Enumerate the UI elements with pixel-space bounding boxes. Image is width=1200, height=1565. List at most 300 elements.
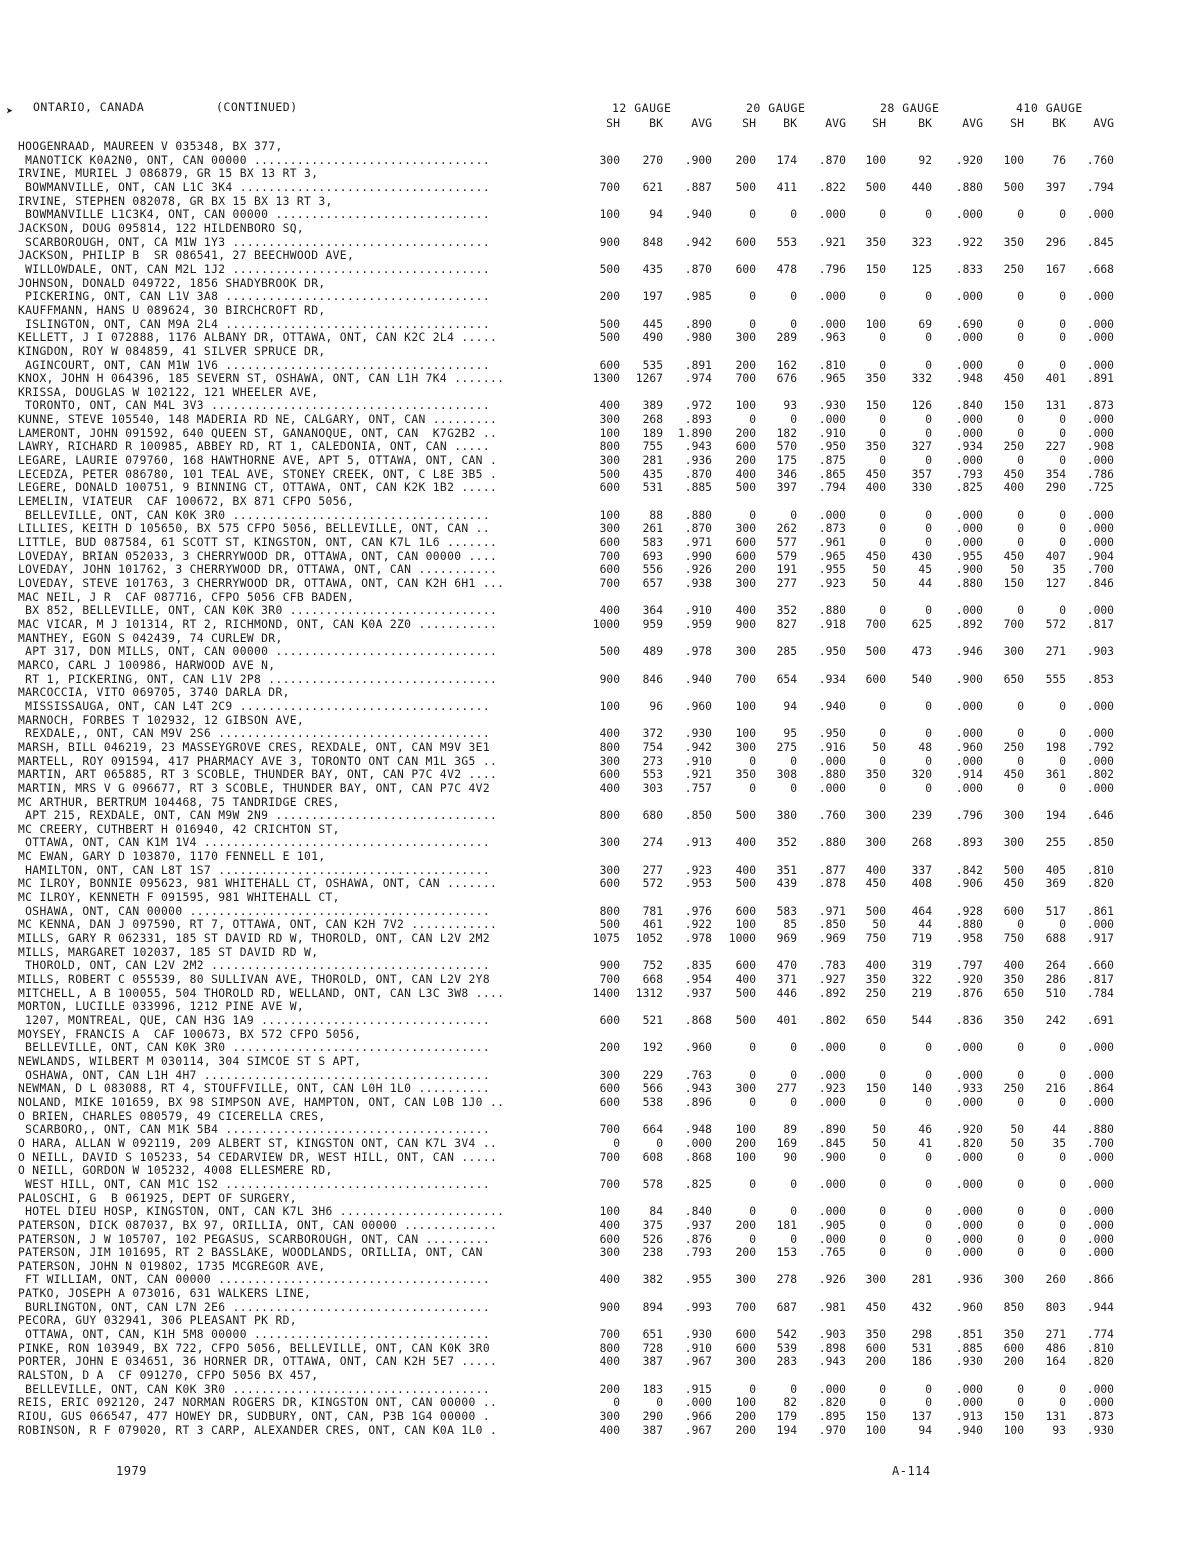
- score-cell: 0: [879, 426, 886, 440]
- score-cell: 300: [599, 522, 620, 536]
- footer-year: 1979: [116, 1464, 147, 1478]
- score-cell: .965: [818, 549, 846, 563]
- score-cell: 827: [776, 617, 797, 631]
- score-cell: .922: [684, 918, 712, 932]
- score-cell: .000: [955, 413, 983, 427]
- score-cell: 900: [599, 959, 620, 973]
- region-heading: ONTARIO, CANADA: [33, 100, 145, 114]
- score-cell: .904: [1086, 549, 1114, 563]
- score-cell: .978: [684, 932, 712, 946]
- score-cell: 0: [925, 522, 932, 536]
- score-cell: .955: [955, 549, 983, 563]
- score-cell: 450: [1003, 768, 1024, 782]
- score-cell: 183: [642, 1382, 663, 1396]
- score-cell: 1000: [728, 932, 756, 946]
- score-cell: 0: [879, 536, 886, 550]
- score-cell: .868: [684, 1150, 712, 1164]
- score-cell: .887: [684, 180, 712, 194]
- score-cell: 700: [599, 549, 620, 563]
- score-cell: .783: [818, 959, 846, 973]
- column-header: AVG: [691, 116, 712, 130]
- score-cell: .954: [684, 973, 712, 987]
- score-cell: 440: [911, 180, 932, 194]
- table-row-name-line: [0, 140, 1200, 154]
- score-cell: .978: [684, 645, 712, 659]
- score-cell: 194: [1045, 809, 1066, 823]
- row-text: JOHNSON, DONALD 049722, 1856 SHADYBROOK DR,: [18, 276, 326, 290]
- score-cell: 0: [925, 290, 932, 304]
- score-cell: 150: [1003, 399, 1024, 413]
- score-cell: 268: [642, 413, 663, 427]
- score-cell: 46: [918, 1123, 932, 1137]
- score-cell: .000: [1086, 331, 1114, 345]
- score-cell: .913: [684, 836, 712, 850]
- score-cell: .765: [818, 1246, 846, 1260]
- score-cell: 470: [776, 959, 797, 973]
- score-cell: .850: [1086, 836, 1114, 850]
- score-cell: 0: [925, 1150, 932, 1164]
- score-cell: 0: [1017, 727, 1024, 741]
- score-cell: .960: [684, 699, 712, 713]
- score-cell: 0: [790, 413, 797, 427]
- table-row-name-line: [0, 1164, 1200, 1178]
- row-text: HOOGENRAAD, MAUREEN V 035348, BX 377,: [18, 140, 283, 153]
- score-cell: 0: [925, 1396, 932, 1410]
- score-cell: .000: [1086, 1150, 1114, 1164]
- score-cell: 600: [735, 1328, 756, 1342]
- score-cell: .948: [955, 372, 983, 386]
- score-cell: 300: [599, 863, 620, 877]
- table-row: [0, 864, 1200, 878]
- score-cell: .000: [1086, 1218, 1114, 1232]
- column-header: SH: [606, 116, 620, 130]
- row-text: MARTIN, MRS V G 096677, RT 3 SCOBLE, THUNDER BAY, ONT, CAN P7C 4V2: [18, 781, 490, 795]
- table-row: [0, 987, 1200, 1001]
- table-row: [0, 1096, 1200, 1110]
- row-text: PALOSCHI, G B 061925, DEPT OF SURGERY,: [18, 1191, 297, 1205]
- table-row: [0, 727, 1200, 741]
- score-cell: .910: [684, 604, 712, 618]
- score-cell: .923: [818, 577, 846, 590]
- score-cell: 357: [911, 467, 932, 481]
- score-cell: 125: [911, 262, 932, 276]
- table-row-name-line: [0, 1028, 1200, 1042]
- row-text: WILLOWDALE, ONT, CAN M2L 1J2 ....................................: [18, 262, 490, 276]
- table-row: [0, 1355, 1200, 1369]
- score-cell: 0: [1017, 1218, 1024, 1232]
- score-cell: .000: [955, 1232, 983, 1246]
- score-cell: 150: [1003, 1410, 1024, 1424]
- score-cell: .000: [1086, 1382, 1114, 1396]
- score-cell: 300: [735, 331, 756, 345]
- score-cell: 432: [911, 1300, 932, 1314]
- score-cell: 0: [1059, 1218, 1066, 1232]
- score-cell: .851: [955, 1328, 983, 1342]
- score-cell: .000: [818, 754, 846, 768]
- score-cell: 600: [599, 358, 620, 372]
- score-cell: 350: [1003, 235, 1024, 249]
- row-text: BELLEVILLE, ONT, CAN K0K 3R0 ....................................: [18, 508, 490, 522]
- score-cell: 387: [642, 1423, 663, 1437]
- score-cell: 255: [1045, 836, 1066, 850]
- score-cell: 238: [642, 1246, 663, 1260]
- score-cell: .646: [1086, 809, 1114, 823]
- score-cell: 0: [879, 1205, 886, 1219]
- score-cell: 461: [642, 918, 663, 932]
- table-row: [0, 755, 1200, 769]
- score-cell: .000: [1086, 699, 1114, 713]
- row-text: PATKO, JOSEPH A 073016, 631 WALKERS LINE,: [18, 1287, 312, 1301]
- score-cell: .000: [955, 508, 983, 522]
- score-cell: .946: [955, 645, 983, 659]
- table-row: [0, 836, 1200, 850]
- score-cell: .000: [955, 290, 983, 304]
- score-cell: 600: [735, 904, 756, 918]
- score-cell: .810: [1086, 863, 1114, 877]
- score-cell: 0: [790, 1232, 797, 1246]
- score-cell: .774: [1086, 1328, 1114, 1342]
- table-row: [0, 918, 1200, 932]
- score-cell: 400: [865, 863, 886, 877]
- score-cell: 300: [735, 577, 756, 590]
- score-cell: 0: [1017, 1246, 1024, 1260]
- score-cell: .792: [1086, 740, 1114, 754]
- score-cell: 578: [642, 1177, 663, 1191]
- score-cell: 400: [599, 1355, 620, 1369]
- score-cell: .870: [684, 262, 712, 276]
- score-cell: .923: [684, 863, 712, 877]
- score-cell: 153: [776, 1246, 797, 1260]
- row-text: BELLEVILLE, ONT, CAN K0K 3R0 ....................................: [18, 1041, 490, 1055]
- score-cell: .700: [1086, 1136, 1114, 1150]
- table-row-name-line: [0, 796, 1200, 810]
- row-text: SCARBORO,, ONT, CAN M1K 5B4 .....................................: [18, 1123, 490, 1137]
- score-cell: .000: [1086, 358, 1114, 372]
- score-cell: .820: [1086, 877, 1114, 891]
- score-cell: .878: [818, 877, 846, 891]
- table-row: [0, 1069, 1200, 1083]
- score-cell: 250: [1003, 440, 1024, 454]
- row-text: BX 852, BELLEVILLE, ONT, CAN K0K 3R0 .............................: [18, 604, 498, 618]
- score-cell: .793: [955, 467, 983, 481]
- score-cell: .926: [818, 1273, 846, 1287]
- score-cell: 0: [925, 1218, 932, 1232]
- score-cell: .763: [684, 1068, 712, 1082]
- score-cell: .893: [684, 413, 712, 427]
- score-cell: 0: [1017, 699, 1024, 713]
- table-row-name-line: [0, 946, 1200, 960]
- score-cell: 600: [1003, 1341, 1024, 1355]
- score-cell: .875: [818, 454, 846, 468]
- table-row-name-line: [0, 850, 1200, 864]
- score-cell: 0: [790, 317, 797, 331]
- score-cell: .810: [1086, 1341, 1114, 1355]
- score-cell: .850: [684, 809, 712, 823]
- score-cell: .918: [818, 617, 846, 631]
- column-header: BK: [649, 116, 663, 130]
- score-cell: 900: [599, 1300, 620, 1314]
- score-cell: 200: [865, 1355, 886, 1369]
- score-cell: 556: [642, 563, 663, 577]
- score-cell: 277: [776, 577, 797, 590]
- row-text: OSHAWA, ONT, CAN 00000 ..........................................: [18, 904, 490, 918]
- score-cell: 0: [749, 413, 756, 427]
- score-cell: 650: [1003, 986, 1024, 1000]
- score-cell: 650: [1003, 672, 1024, 686]
- score-cell: .934: [818, 672, 846, 686]
- row-text: MOYSEY, FRANCIS A CAF 100673, BX 572 CFPO 5056,: [18, 1027, 362, 1041]
- score-cell: .900: [955, 672, 983, 686]
- score-cell: 0: [1059, 1095, 1066, 1109]
- score-cell: 350: [735, 768, 756, 782]
- score-cell: 50: [1010, 1123, 1024, 1137]
- score-cell: 0: [879, 727, 886, 741]
- score-cell: .865: [818, 467, 846, 481]
- score-cell: .990: [684, 549, 712, 563]
- score-cell: .892: [818, 986, 846, 1000]
- score-cell: .000: [1086, 508, 1114, 522]
- score-cell: 350: [1003, 973, 1024, 987]
- score-cell: 337: [911, 863, 932, 877]
- score-cell: 167: [1045, 262, 1066, 276]
- score-cell: 44: [1052, 1123, 1066, 1137]
- row-text: MARTIN, ART 065885, RT 3 SCOBLE, THUNDER BAY, ONT, CAN P7C 4V2 ....: [18, 768, 498, 782]
- score-cell: .835: [684, 959, 712, 973]
- row-text: BOWMANVILLE, ONT, CAN L1C 3K4 ...................................: [18, 180, 490, 194]
- score-cell: 600: [735, 536, 756, 550]
- score-cell: .942: [684, 740, 712, 754]
- score-cell: .942: [684, 235, 712, 249]
- table-row-name-line: [0, 591, 1200, 605]
- row-text: PICKERING, ONT, CAN L1V 3A8 .....................................: [18, 290, 490, 304]
- score-cell: 0: [1059, 1382, 1066, 1396]
- score-cell: 489: [642, 645, 663, 659]
- score-cell: .000: [818, 317, 846, 331]
- score-cell: 0: [749, 1177, 756, 1191]
- table-row: [0, 1219, 1200, 1233]
- score-cell: 100: [735, 399, 756, 413]
- row-text: IRVINE, STEPHEN 082078, GR BX 15 BX 13 RT 3,: [18, 194, 333, 208]
- score-cell: .928: [955, 904, 983, 918]
- score-cell: .900: [684, 153, 712, 167]
- row-text: MC ILROY, KENNETH F 091595, 981 WHITEHALL CT,: [18, 891, 340, 905]
- score-cell: 308: [776, 768, 797, 782]
- score-cell: 350: [865, 1328, 886, 1342]
- score-cell: .000: [955, 1068, 983, 1082]
- score-cell: .903: [818, 1328, 846, 1342]
- score-cell: .970: [818, 1423, 846, 1437]
- table-row: [0, 236, 1200, 250]
- table-row-name-line: [0, 891, 1200, 905]
- score-cell: 281: [911, 1273, 932, 1287]
- score-cell: 300: [1003, 1273, 1024, 1287]
- table-row: [0, 399, 1200, 413]
- row-text: APT 317, DON MILLS, ONT, CAN 00000 ...............................: [18, 645, 498, 659]
- table-row: [0, 1014, 1200, 1028]
- table-row: [0, 768, 1200, 782]
- score-cell: 181: [776, 1218, 797, 1232]
- score-cell: .955: [684, 1273, 712, 1287]
- table-row: [0, 550, 1200, 564]
- score-cell: 800: [599, 440, 620, 454]
- score-cell: 0: [790, 508, 797, 522]
- score-cell: 0: [879, 413, 886, 427]
- score-cell: .000: [955, 699, 983, 713]
- score-cell: 0: [1059, 727, 1066, 741]
- score-cell: 76: [1052, 153, 1066, 167]
- table-row: [0, 468, 1200, 482]
- score-cell: 94: [649, 208, 663, 222]
- score-cell: .000: [955, 1218, 983, 1232]
- score-cell: 600: [599, 1082, 620, 1096]
- score-cell: 303: [642, 781, 663, 795]
- table-row: [0, 1328, 1200, 1342]
- score-cell: .845: [818, 1136, 846, 1150]
- score-cell: .000: [818, 1177, 846, 1191]
- score-cell: 387: [642, 1355, 663, 1369]
- score-cell: 600: [599, 1232, 620, 1246]
- score-cell: 969: [776, 932, 797, 946]
- score-cell: 0: [879, 331, 886, 345]
- score-cell: 0: [790, 1382, 797, 1396]
- row-text: PATERSON, DICK 087037, BX 97, ORILLIA, ONT, CAN 00000 .............: [18, 1218, 498, 1232]
- score-cell: 450: [1003, 372, 1024, 386]
- score-cell: 0: [1059, 781, 1066, 795]
- score-cell: 261: [642, 522, 663, 536]
- score-cell: 352: [776, 604, 797, 618]
- score-cell: 350: [865, 235, 886, 249]
- score-cell: 186: [911, 1355, 932, 1369]
- score-cell: 140: [911, 1082, 932, 1096]
- score-cell: 150: [1003, 577, 1024, 590]
- score-cell: 35: [1052, 1136, 1066, 1150]
- score-cell: 100: [735, 699, 756, 713]
- score-cell: 0: [1017, 522, 1024, 536]
- score-cell: .000: [955, 454, 983, 468]
- score-cell: 200: [1003, 1355, 1024, 1369]
- score-cell: .893: [955, 836, 983, 850]
- score-cell: 500: [735, 1014, 756, 1027]
- score-cell: 600: [735, 235, 756, 249]
- score-cell: .930: [955, 1355, 983, 1369]
- row-text: O BRIEN, CHARLES 080579, 49 CICERELLA CRES,: [18, 1109, 326, 1123]
- score-cell: 680: [642, 809, 663, 823]
- score-cell: .850: [818, 918, 846, 932]
- score-cell: 0: [925, 454, 932, 468]
- score-cell: .000: [955, 754, 983, 768]
- score-cell: 754: [642, 740, 663, 754]
- score-cell: .660: [1086, 959, 1114, 973]
- score-cell: 351: [776, 863, 797, 877]
- score-cell: .668: [1086, 262, 1114, 276]
- score-cell: 354: [1045, 467, 1066, 481]
- score-cell: 93: [783, 399, 797, 413]
- score-cell: .967: [684, 1423, 712, 1437]
- score-cell: 0: [790, 1205, 797, 1219]
- table-row-name-line: [0, 714, 1200, 728]
- score-cell: .920: [955, 1123, 983, 1137]
- row-text: PECORA, GUY 032941, 306 PLEASANT PK RD,: [18, 1314, 297, 1328]
- score-cell: 555: [1045, 672, 1066, 686]
- row-text: KRISSA, DOUGLAS W 102122, 121 WHEELER AVE,: [18, 385, 319, 399]
- score-cell: 600: [865, 672, 886, 686]
- row-text: BELLEVILLE, ONT, CAN K0K 3R0 ....................................: [18, 1382, 490, 1396]
- table-row: [0, 481, 1200, 495]
- score-cell: .900: [818, 1150, 846, 1164]
- score-cell: 676: [776, 372, 797, 386]
- score-cell: 350: [1003, 1328, 1024, 1342]
- score-cell: .000: [955, 1041, 983, 1055]
- score-cell: .880: [818, 836, 846, 850]
- score-cell: 389: [642, 399, 663, 413]
- score-cell: 0: [613, 1136, 620, 1150]
- score-cell: 69: [918, 317, 932, 331]
- score-cell: 0: [879, 754, 886, 768]
- score-cell: .985: [684, 290, 712, 304]
- gauge-12-title: 12 GAUGE: [612, 101, 672, 115]
- score-cell: 0: [1059, 918, 1066, 932]
- table-row: [0, 208, 1200, 222]
- score-cell: 200: [735, 1218, 756, 1232]
- score-cell: 0: [925, 1095, 932, 1109]
- score-cell: .796: [955, 809, 983, 823]
- score-cell: 0: [749, 290, 756, 304]
- score-cell: 50: [872, 1136, 886, 1150]
- score-cell: .000: [1086, 1205, 1114, 1219]
- score-cell: 95: [783, 727, 797, 741]
- table-row: [0, 1123, 1200, 1137]
- score-cell: 0: [879, 1382, 886, 1396]
- score-cell: .802: [818, 1014, 846, 1027]
- score-cell: 1400: [592, 986, 620, 1000]
- score-cell: .836: [955, 1014, 983, 1027]
- table-row: [0, 973, 1200, 987]
- score-cell: .937: [684, 1218, 712, 1232]
- score-cell: 553: [642, 768, 663, 782]
- score-cell: 600: [735, 440, 756, 454]
- score-cell: 96: [649, 699, 663, 713]
- score-cell: 200: [735, 1410, 756, 1424]
- table-row: [0, 509, 1200, 523]
- score-cell: .959: [684, 617, 712, 631]
- score-cell: 553: [776, 235, 797, 249]
- score-cell: 400: [1003, 481, 1024, 495]
- score-cell: 0: [1017, 1041, 1024, 1055]
- score-cell: 0: [1059, 426, 1066, 440]
- row-text: HAMILTON, ONT, CAN L8T 1S7 ......................................: [18, 863, 490, 877]
- score-cell: .950: [818, 727, 846, 741]
- row-text: ROBINSON, R F 079020, RT 3 CARP, ALEXANDER CRES, ONT, CAN K0A 1L0 .: [18, 1423, 498, 1437]
- score-cell: .981: [818, 1300, 846, 1314]
- table-row-name-line: [0, 1192, 1200, 1206]
- score-cell: 500: [735, 986, 756, 1000]
- score-cell: 330: [911, 481, 932, 495]
- score-cell: 510: [1045, 986, 1066, 1000]
- score-cell: 350: [865, 973, 886, 987]
- table-row: [0, 1151, 1200, 1165]
- score-cell: 0: [925, 1246, 932, 1260]
- score-cell: 250: [1003, 740, 1024, 754]
- row-text: PINKE, RON 103949, BX 722, CFPO 5056, BELLEVILLE, ONT, CAN K0K 3R0: [18, 1341, 490, 1355]
- score-cell: 538: [642, 1095, 663, 1109]
- score-cell: 346: [776, 467, 797, 481]
- row-text: MC ILROY, BONNIE 095623, 981 WHITEHALL CT, OSHAWA, ONT, CAN .......: [18, 877, 498, 891]
- score-cell: 572: [1045, 617, 1066, 631]
- score-cell: 131: [1045, 1410, 1066, 1424]
- score-cell: .936: [684, 454, 712, 468]
- score-cell: .000: [818, 290, 846, 304]
- score-cell: 654: [776, 672, 797, 686]
